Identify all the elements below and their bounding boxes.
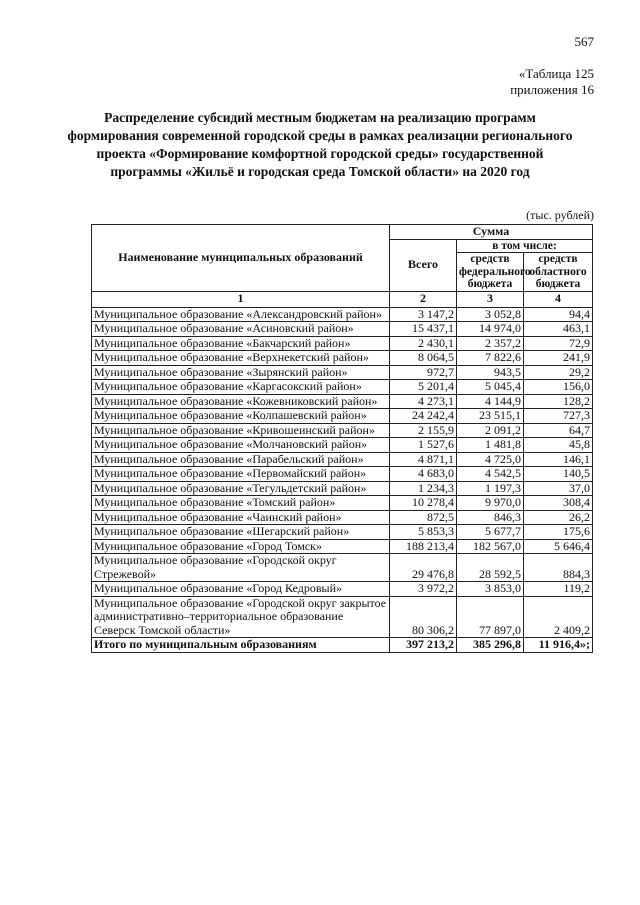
regional-value: 29,2 [524, 365, 593, 380]
federal-value: 3 853,0 [457, 582, 524, 597]
table-row [92, 467, 593, 482]
total-value: 80 306,2 [390, 596, 457, 638]
total-value: 3 972,2 [390, 582, 457, 597]
header-regional: средств областного бюджета [524, 253, 593, 292]
table-row [92, 481, 593, 496]
regional-value: 64,7 [524, 423, 593, 438]
municipality-name: Муниципальное образование «Кривошеинский район» [92, 423, 390, 438]
municipality-name: Муниципальное образование «Городской округ закрытое административно–территориальное образование Северск Томской области» [92, 596, 390, 638]
federal-value: 2 091,2 [457, 423, 524, 438]
total-value: 972,7 [390, 365, 457, 380]
federal-value: 4 542,5 [457, 467, 524, 482]
federal-value: 77 897,0 [457, 596, 524, 638]
table-row [92, 336, 593, 351]
totals-name: Итого по муниципальным образованиям [92, 638, 390, 653]
federal-value: 5 045,4 [457, 380, 524, 395]
table-row [92, 438, 593, 453]
header-col-number: 3 [457, 291, 524, 307]
total-value: 15 437,1 [390, 322, 457, 337]
total-value: 1 527,6 [390, 438, 457, 453]
regional-value: 119,2 [524, 582, 593, 597]
table-row [92, 496, 593, 511]
totals-regional: 11 916,4»; [524, 638, 593, 653]
federal-value: 14 974,0 [457, 322, 524, 337]
table-row [92, 525, 593, 540]
table-row [92, 322, 593, 337]
regional-value: 156,0 [524, 380, 593, 395]
federal-value: 182 567,0 [457, 539, 524, 554]
table-row [92, 380, 593, 395]
federal-value: 943,5 [457, 365, 524, 380]
header-col-number: 4 [524, 291, 593, 307]
document-title: Распределение субсидий местным бюджетам на реализацию программ формирования современной городской среды в рамках реализации регионального проекта «Формирование комфортной городской среды» государственной программы «Жильё и городская среда Томской области» на 2020 год [67, 110, 573, 179]
total-value: 3 147,2 [390, 307, 457, 322]
regional-value: 146,1 [524, 452, 593, 467]
federal-value: 5 677,7 [457, 525, 524, 540]
total-value: 29 476,8 [390, 554, 457, 582]
municipality-name: Муниципальное образование «Первомайский район» [92, 467, 390, 482]
total-value: 1 234,3 [390, 481, 457, 496]
header-total: Всего [390, 239, 457, 291]
header-federal: средств федерального бюджета [457, 253, 524, 292]
total-value: 10 278,4 [390, 496, 457, 511]
municipality-name: Муниципальное образование «Шегарский район» [92, 525, 390, 540]
total-value: 188 213,4 [390, 539, 457, 554]
federal-value: 3 052,8 [457, 307, 524, 322]
header-col-number: 2 [390, 291, 457, 307]
regional-value: 128,2 [524, 394, 593, 409]
total-value: 2 155,9 [390, 423, 457, 438]
municipality-name: Муниципальное образование «Асиновский район» [92, 322, 390, 337]
regional-value: 241,9 [524, 351, 593, 366]
municipality-name: Муниципальное образование «Молчановский район» [92, 438, 390, 453]
municipality-name: Муниципальное образование «Парабельский район» [92, 452, 390, 467]
total-value: 4 871,1 [390, 452, 457, 467]
regional-value: 727,3 [524, 409, 593, 424]
units-label: (тыс. рублей) [526, 208, 594, 222]
regional-value: 2 409,2 [524, 596, 593, 638]
total-value: 5 853,3 [390, 525, 457, 540]
totals-row [92, 638, 593, 653]
page-number: 567 [574, 34, 594, 49]
header-sum: Сумма [390, 225, 593, 240]
municipality-name: Муниципальное образование «Кожевниковский район» [92, 394, 390, 409]
table-reference [510, 66, 594, 98]
table-row [92, 409, 593, 424]
totals-federal: 385 296,8 [457, 638, 524, 653]
regional-value: 5 646,4 [524, 539, 593, 554]
totals-total: 397 213,2 [390, 638, 457, 653]
table-row [92, 596, 593, 638]
municipality-name: Муниципальное образование «Зырянский район» [92, 365, 390, 380]
table-row [92, 394, 593, 409]
total-value: 8 064,5 [390, 351, 457, 366]
total-value: 5 201,4 [390, 380, 457, 395]
municipality-name: Муниципальное образование «Верхнекетский район» [92, 351, 390, 366]
regional-value: 308,4 [524, 496, 593, 511]
table-row [92, 539, 593, 554]
municipality-name: Муниципальное образование «Колпашевский район» [92, 409, 390, 424]
total-value: 872,5 [390, 510, 457, 525]
municipality-name: Муниципальное образование «Чаинский район» [92, 510, 390, 525]
federal-value: 28 592,5 [457, 554, 524, 582]
header-municipality: Наименование муниципальных образований [92, 225, 390, 292]
federal-value: 23 515,1 [457, 409, 524, 424]
table-row [92, 452, 593, 467]
municipality-name: Муниципальное образование «Город Томск» [92, 539, 390, 554]
total-value: 4 683,0 [390, 467, 457, 482]
municipality-name: Муниципальное образование «Город Кедровый» [92, 582, 390, 597]
federal-value: 9 970,0 [457, 496, 524, 511]
table-row [92, 351, 593, 366]
table-body [92, 307, 593, 638]
table-header [92, 225, 593, 308]
table-row [92, 582, 593, 597]
federal-value: 4 144,9 [457, 394, 524, 409]
federal-value: 2 357,2 [457, 336, 524, 351]
regional-value: 37,0 [524, 481, 593, 496]
municipality-name: Муниципальное образование «Тегульдетский район» [92, 481, 390, 496]
total-value: 4 273,1 [390, 394, 457, 409]
table-reference-line1: «Таблица 125 [518, 66, 594, 81]
municipality-name: Муниципальное образование «Александровский район» [92, 307, 390, 322]
header-col-number: 1 [92, 291, 390, 307]
regional-value: 26,2 [524, 510, 593, 525]
table-reference-line2: приложения 16 [510, 82, 594, 97]
federal-value: 7 822,6 [457, 351, 524, 366]
federal-value: 846,3 [457, 510, 524, 525]
municipality-name: Муниципальное образование «Бакчарский район» [92, 336, 390, 351]
table-row [92, 365, 593, 380]
regional-value: 175,6 [524, 525, 593, 540]
municipality-name: Муниципальное образование «Томский район» [92, 496, 390, 511]
table-row [92, 423, 593, 438]
table-row [92, 554, 593, 582]
regional-value: 140,5 [524, 467, 593, 482]
total-value: 24 242,4 [390, 409, 457, 424]
regional-value: 463,1 [524, 322, 593, 337]
municipality-name: Муниципальное образование «Городской округ Стрежевой» [92, 554, 390, 582]
table-row [92, 510, 593, 525]
header-including: в том числе: [457, 239, 593, 253]
regional-value: 94,4 [524, 307, 593, 322]
municipality-name: Муниципальное образование «Каргасокский район» [92, 380, 390, 395]
regional-value: 45,8 [524, 438, 593, 453]
table-row [92, 307, 593, 322]
subsidy-table [91, 224, 593, 653]
regional-value: 884,3 [524, 554, 593, 582]
federal-value: 1 197,3 [457, 481, 524, 496]
total-value: 2 430,1 [390, 336, 457, 351]
regional-value: 72,9 [524, 336, 593, 351]
federal-value: 1 481,8 [457, 438, 524, 453]
federal-value: 4 725,0 [457, 452, 524, 467]
